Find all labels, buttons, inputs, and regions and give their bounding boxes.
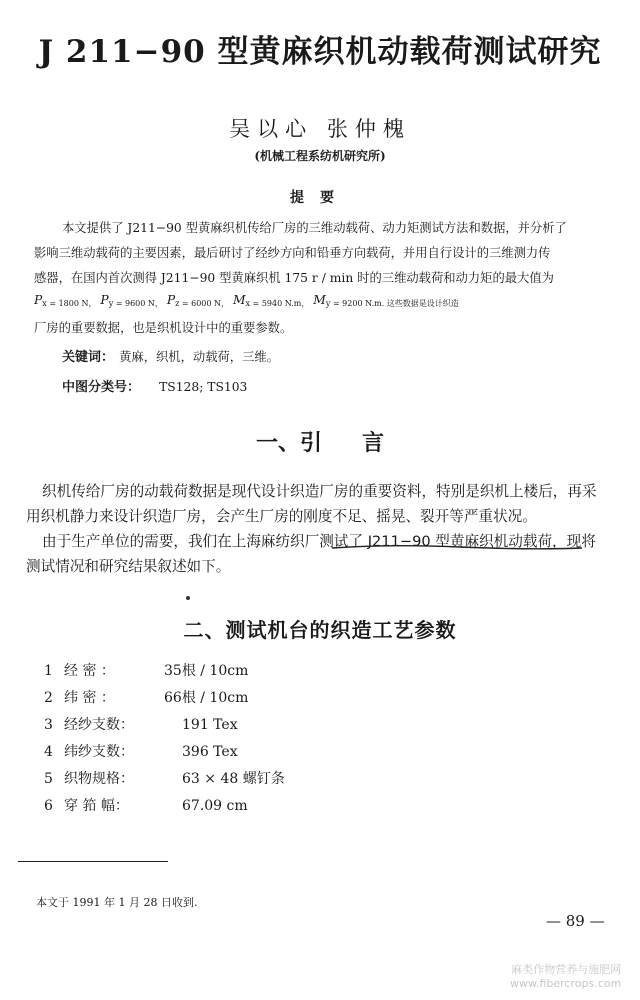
page-number: — 89 — [546, 912, 605, 930]
footnote: 本文于 1991 年 1 月 28 日收到. [36, 896, 198, 909]
keywords-label: 关键词： [62, 350, 115, 365]
param-row [44, 795, 248, 815]
handwritten-underline [330, 543, 586, 553]
abstract-heading: 提要 [290, 190, 350, 206]
force-x-value: x = 1800 N， [42, 299, 97, 308]
param-label: 经 密 ： [64, 663, 115, 679]
param-num: 1 [44, 663, 53, 679]
param-num: 3 [44, 717, 53, 733]
authors: 吴以心 张仲槐 [229, 117, 411, 141]
paper-title: J 211−90 型黄麻织机动载荷测试研究 [38, 34, 602, 70]
moment-x-value: x = 5940 N.m， [245, 299, 310, 308]
body-line: 织机传给厂房的动载荷数据是现代设计织造厂房的重要资料，特别是织机上楼后，再采 [42, 483, 597, 500]
param-value: 35根 / 10cm [164, 663, 249, 679]
section-heading-introduction [0, 426, 640, 457]
param-row [44, 714, 238, 734]
affiliation: (机械工程系纺机研究所) [254, 149, 386, 163]
section-number: 一、引 [255, 430, 322, 456]
param-label: 织物规格： [64, 771, 134, 787]
param-label: 纬纱支数： [64, 744, 134, 760]
classification-label: 中图分类号： [62, 380, 141, 395]
param-row [44, 741, 238, 761]
param-num: 5 [44, 771, 53, 787]
watermark-line: 麻类作物营养与施肥网 [511, 963, 622, 976]
param-label: 经纱支数： [64, 717, 134, 733]
param-value: 66根 / 10cm [164, 690, 249, 706]
param-label: 纬 密 ： [64, 690, 115, 706]
watermark-line: www.fibercrops.com [510, 977, 622, 990]
keywords-text: 黄麻，织机，动载荷，三维。 [119, 350, 279, 364]
classification-row [62, 376, 247, 395]
body-line: 用织机静力来设计织造厂房，会产生厂房的刚度不足、摇晃、裂开等严重状况。 [26, 508, 537, 525]
param-num: 2 [44, 690, 53, 706]
section-word: 言 [362, 430, 385, 456]
section-heading-parameters: 二、测试机台的织造工艺参数 [183, 618, 457, 642]
param-row [44, 660, 248, 680]
keywords-row [62, 346, 279, 365]
param-num: 6 [44, 798, 53, 814]
param-row [44, 768, 285, 788]
ink-dot [186, 596, 190, 600]
classification-codes: TS128; TS103 [159, 380, 248, 394]
param-num: 4 [44, 744, 53, 760]
moment-y-value: y = 9200 N.m. 这些数据是设计织造 [325, 299, 459, 308]
param-value: 191 Tex [182, 717, 238, 733]
param-value: 67.09 cm [182, 798, 248, 814]
abstract-line-values: $P_{x = 1800 N,}$ $P_{y = 9600 N,}$ $P_{z = 6000 N,}$ $M_{x = 5940 N.m,}$ $M_{y = 9200 N.m. 这些数据是设计织造}$ [34, 293, 459, 308]
param-label: 穿 筘 幅： [64, 798, 129, 814]
abstract-line: 影响三维动载荷的主要因素，最后研讨了经纱方向和铅垂方向载荷，并用自行设计的三维测力传 [34, 246, 551, 260]
param-row [44, 687, 248, 707]
body-line: 由于生产单位的需要，我们在上海麻纺织厂测试了 J211−90 型黄麻织机动载荷，现将 [42, 533, 596, 550]
body-line: 测试情况和研究结果叙述如下。 [26, 558, 231, 575]
watermark [510, 963, 621, 991]
param-value: 63 × 48 螺钉条 [182, 771, 285, 787]
abstract-line: 厂房的重要数据，也是织机设计中的重要参数。 [34, 321, 293, 335]
footnote-rule [18, 861, 168, 862]
force-y-value: y = 9600 N， [108, 299, 163, 308]
param-value: 396 Tex [182, 744, 238, 760]
abstract-line: 本文提供了 J211−90 型黄麻织机传给厂房的三维动载荷、动力矩测试方法和数据，并分析了 [62, 221, 567, 235]
force-z-value: z = 6000 N， [175, 299, 230, 308]
abstract-line: 感器，在国内首次测得 J211−90 型黄麻织机 175 r / min 时的三维动载荷和动力矩的最大值为 [34, 271, 554, 285]
